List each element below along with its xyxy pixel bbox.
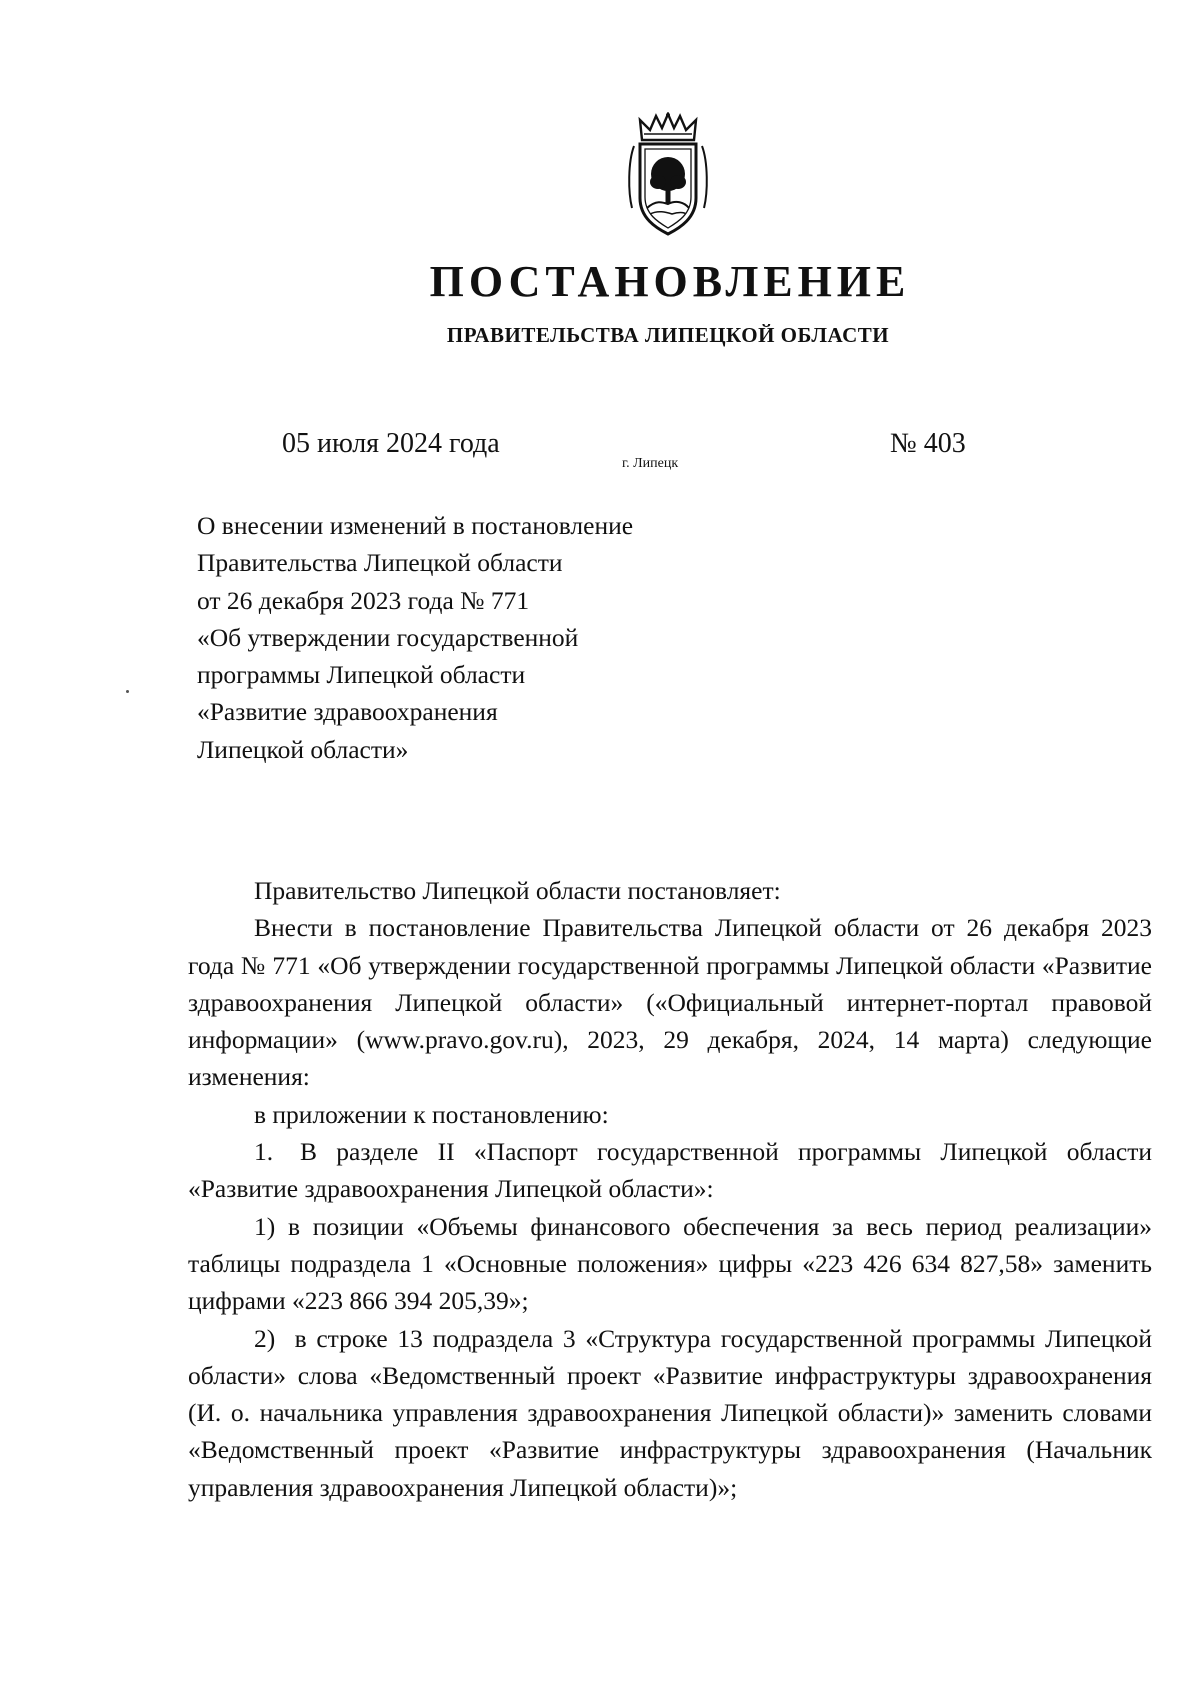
scan-artifact	[126, 690, 129, 693]
subitem-1-number: 1)	[254, 1211, 276, 1241]
document-date: 05 июля 2024 года	[282, 428, 500, 459]
subject-line: «Развитие здравоохранения	[197, 697, 498, 727]
main-paragraph: Внести в постановление Правительства Липецкой области от 26 декабря 2023 года № 771 «Об утверждении государственной программы Липецкой области «Развитие здравоохранения Липецкой области» («Официальный интернет-портал правовой информации» (www.pravo.gov.ru), 2023, 29 декабря, 2024, 14 марта) следующие изменения:	[188, 913, 1152, 1092]
document-title: ПОСТАНОВЛЕНИЕ	[429, 257, 911, 306]
subitem-2-paragraph	[188, 1320, 1152, 1506]
subitem-2-text: в строке 13 подраздела 3 «Структура государственной программы Липецкой области» слова «Ведомственный проект «Развитие инфраструктуры здравоохранения (И. о. начальника управления здравоохранения Липецкой области)» заменить словами «Ведомственный проект «Развитие инфраструктуры здравоохранения (Начальник управления здравоохранения Липецкой области)»;	[188, 1323, 1152, 1502]
subject-line: О внесении изменений в постановление	[197, 511, 634, 540]
document-subtitle: ПРАВИТЕЛЬСТВА ЛИПЕЦКОЙ ОБЛАСТИ	[446, 323, 890, 347]
document-number: № 403	[890, 428, 966, 459]
subject-line: «Об утверждении государственной	[197, 622, 579, 652]
subject-line: Правительства Липецкой области	[197, 548, 563, 578]
subject-line: от 26 декабря 2023 года № 771	[197, 585, 530, 615]
document-subject	[197, 507, 757, 768]
subject-line: Липецкой области»	[197, 734, 409, 764]
lipetsk-coat-of-arms-icon	[626, 112, 710, 240]
subitem-1-text: в позиции «Объемы финансового обеспечения за весь период реализации» таблицы подраздела 1 «Основные положения» цифры «223 426 634 827,58» заменить цифрами «223 866 394 205,39»;	[188, 1211, 1152, 1316]
item-1-text: В разделе II «Паспорт государственной программы Липецкой области «Развитие здравоохранения Липецкой области»:	[188, 1137, 1152, 1204]
subject-line: программы Липецкой области	[197, 660, 526, 690]
document-city: г. Липецк	[622, 456, 679, 471]
intro-paragraph: Правительство Липецкой области постановляет:	[254, 876, 781, 905]
item-1-paragraph	[188, 1133, 1152, 1208]
subitem-1-paragraph	[188, 1208, 1152, 1320]
subitem-2-number: 2)	[254, 1323, 276, 1353]
item-1-number: 1.	[254, 1137, 274, 1167]
document-body	[188, 872, 1152, 1506]
annex-paragraph: в приложении к постановлению:	[254, 1099, 609, 1129]
